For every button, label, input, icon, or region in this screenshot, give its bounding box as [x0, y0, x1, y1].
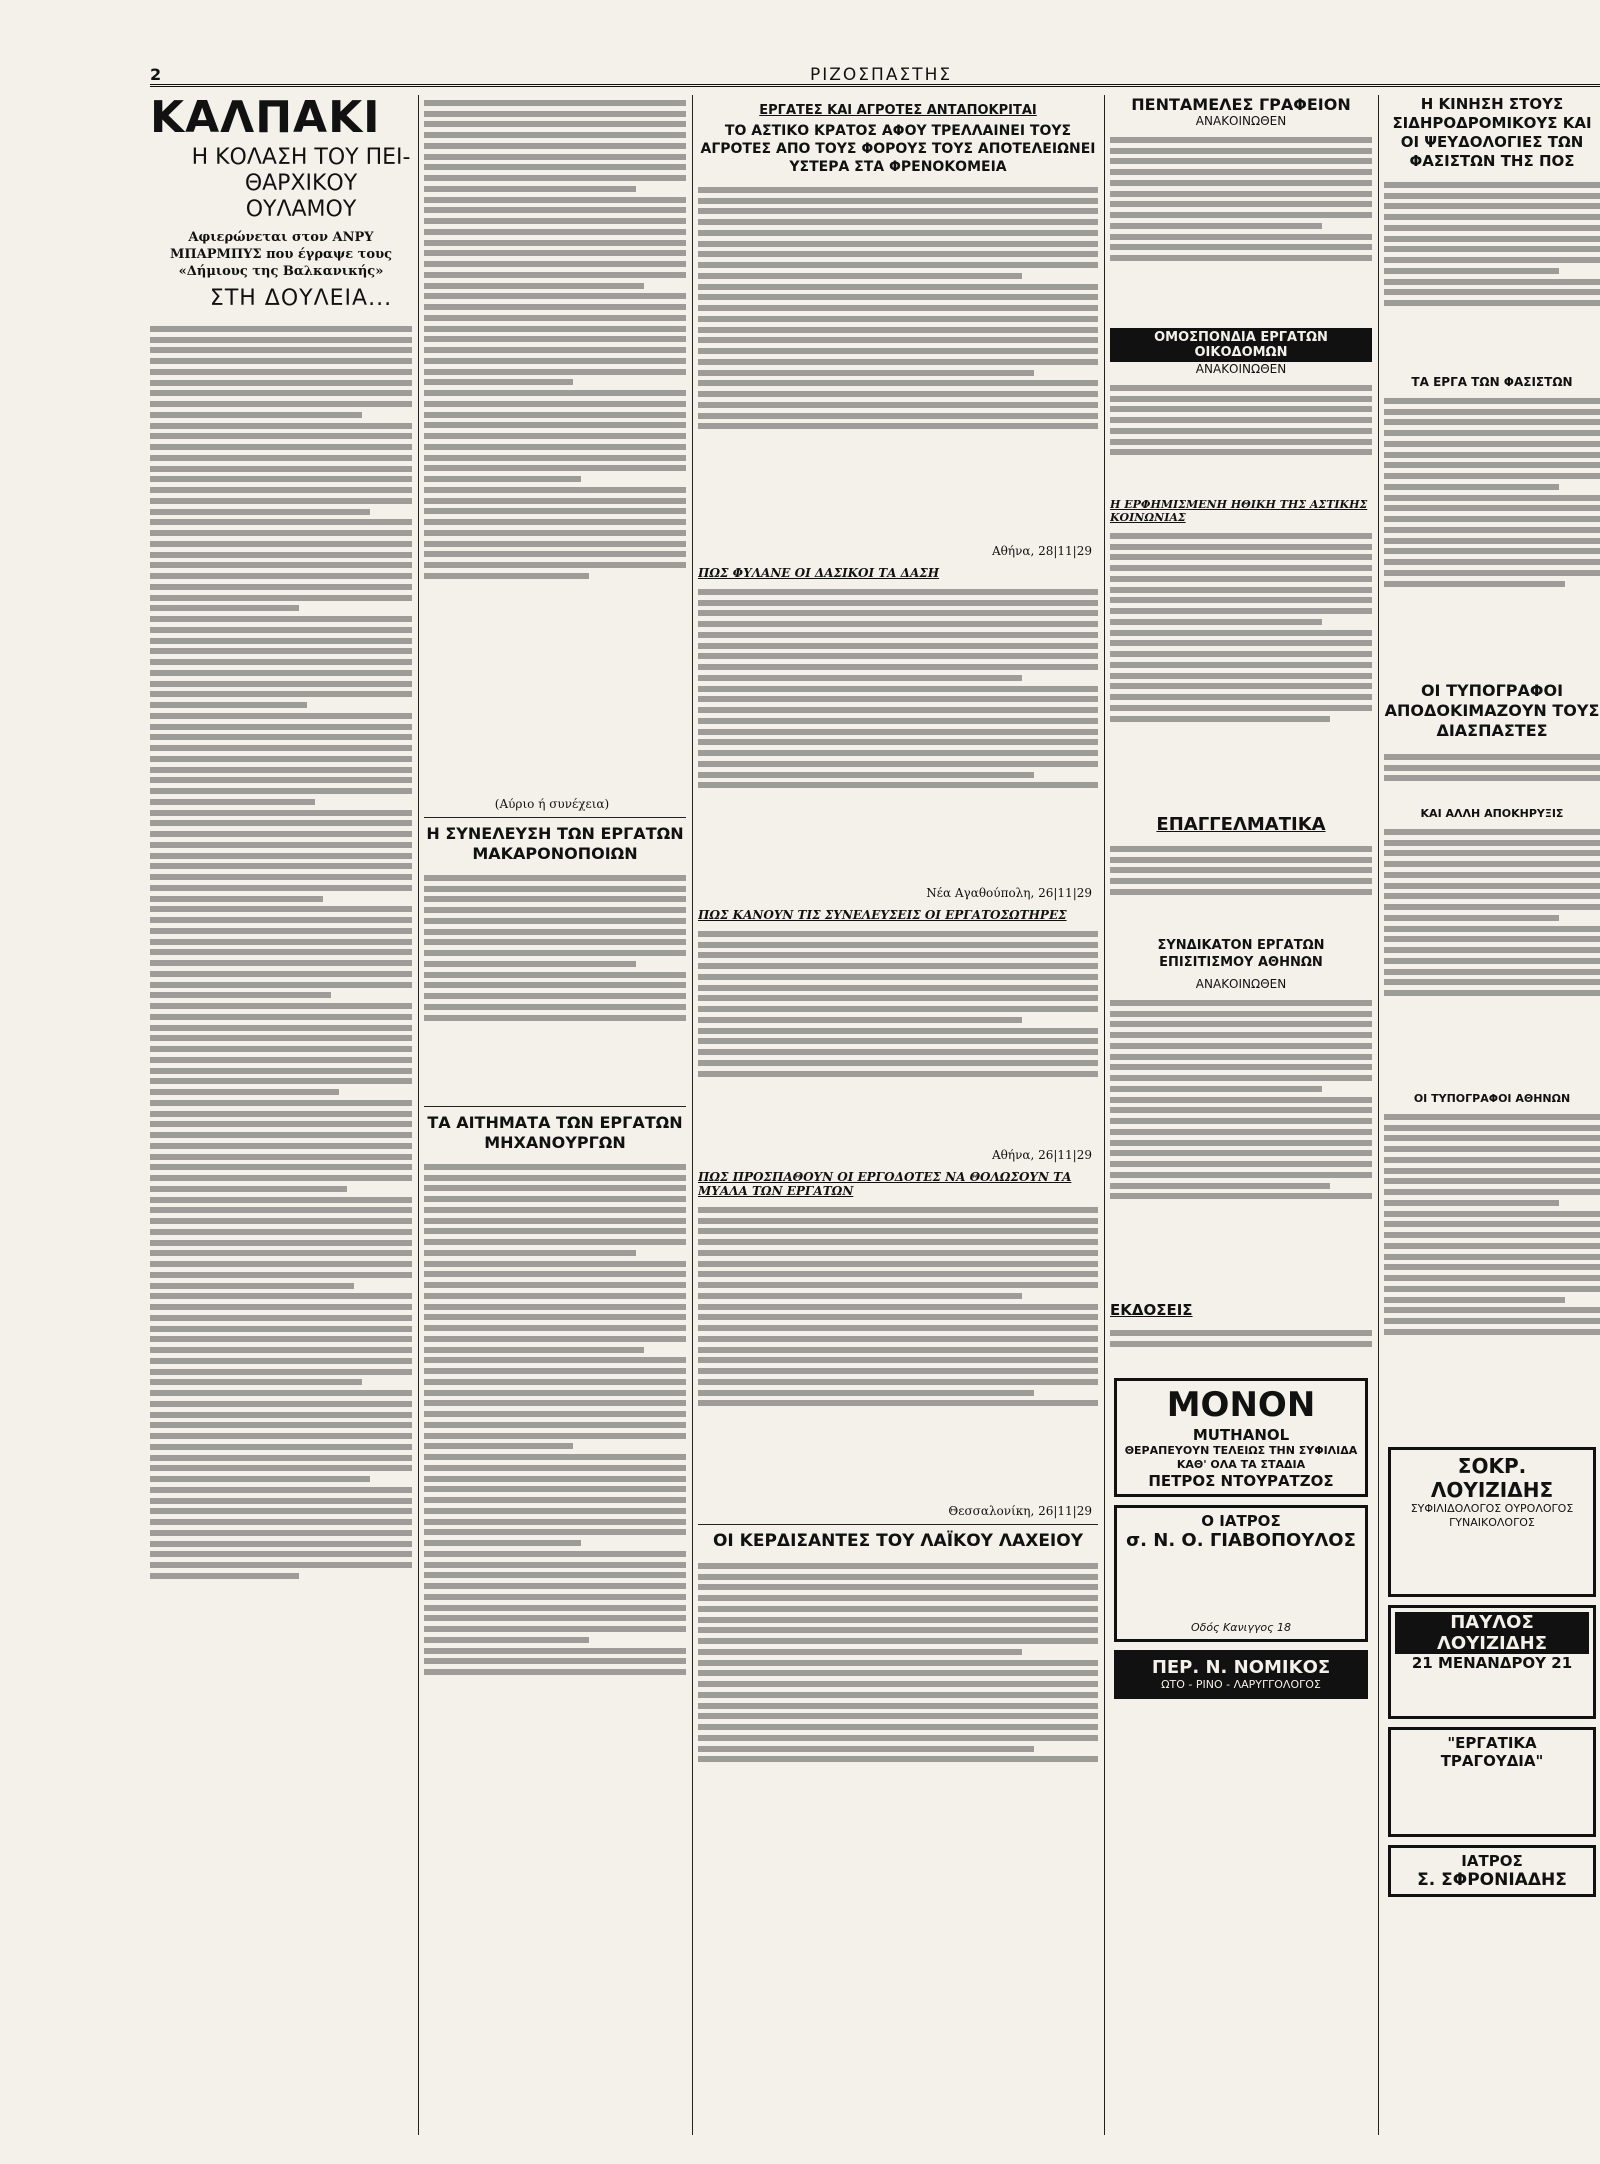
- column-rule: [418, 95, 419, 2135]
- column-5: [1384, 95, 1600, 2145]
- column-4: [1110, 95, 1372, 2145]
- ad-text: ΘΕΡΑΠΕΥΟΥΝ ΤΕΛΕΙΩΣ ΤΗΝ ΣΥΦΙΛΙΔΑ ΚΑΘ' ΟΛΑ ΤΑ ΣΤΑΔΙΑ: [1124, 1444, 1358, 1471]
- ad-name: ΣΟΚΡ. ΛΟΥΙΖΙΔΗΣ: [1430, 1454, 1554, 1502]
- heading-fasistes: ΤΑ ΕΡΓΑ ΤΩΝ ΦΑΣΙΣΤΩΝ: [1411, 375, 1573, 389]
- advertisement-souiidis: [1388, 1447, 1596, 1597]
- article-body-text: [1384, 824, 1600, 1084]
- ad-product: MUTHANOL: [1192, 1426, 1290, 1444]
- heading-mixanourgon: ΤΑ ΑΙΤΗΜΑΤΑ ΤΩΝ ΕΡΓΑΤΩΝ ΜΗΧΑΝΟΥΡΓΩΝ: [427, 1113, 683, 1152]
- heading-oikodomon: ΟΜΟΣΠΟΝΔΙΑ ΕΡΓΑΤΩΝ ΟΙΚΟΔΟΜΩΝ: [1110, 328, 1372, 362]
- heading-typografoi-athinon: ΟΙ ΤΥΠΟΓΡΑΦΟΙ ΑΘΗΝΩΝ: [1413, 1092, 1571, 1105]
- dateline: Αθήνα, 26|11|29: [991, 1148, 1092, 1162]
- article-title-kratos: ΤΟ ΑΣΤΙΚΟ ΚΡΑΤΟΣ ΑΦΟΥ ΤΡΕΛΛΑΙΝΕΙ ΤΟΥΣ ΑΓΡΟΤΕΣ ΑΠΟ ΤΟΥΣ ΦΟΡΟΥΣ ΤΟΥΣ ΑΠΟΤΕΛΕΙΩΝΕΙ ΥΣΤΕΡΑ ΣΤΑ ΦΡΕΝΟΚΟΜΕΙΑ: [700, 123, 1096, 175]
- article-body-text: [698, 1202, 1098, 1502]
- advertisement-nomikos: [1114, 1650, 1368, 1699]
- article-body-text: [1110, 1325, 1372, 1370]
- section-heading: ΣΤΗ ΔΟΥΛΕΙΑ...: [209, 286, 393, 311]
- article-body-text: [1110, 995, 1372, 1295]
- heading-ekdoseis: ΕΚΔΟΣΕΙΣ: [1110, 1301, 1193, 1319]
- article-body-text: [1384, 393, 1600, 673]
- advertisement-sfroniadis: [1388, 1845, 1596, 1897]
- ad-subtitle: ΣΥΦΙΛΙΔΟΛΟΓΟΣ ΟΥΡΟΛΟΓΟΣ ΓΥΝΑΙΚΟΛΟΓΟΣ: [1410, 1502, 1574, 1529]
- article-title-sidirodromikous: Η ΚΙΝΗΣΗ ΣΤΟΥΣ ΣΙΔΗΡΟΔΡΟΜΙΚΟΥΣ ΚΑΙ ΟΙ ΨΕΥΔΟΛΟΓΙΕΣ ΤΩΝ ΦΑΣΙΣΤΩΝ ΤΗΣ ΠΟΣ: [1392, 95, 1592, 170]
- article-body-text: [1384, 749, 1600, 799]
- heading-apokiryxis: ΚΑΙ ΑΛΛΗ ΑΠΟΚΗΡΥΞΙΣ: [1420, 807, 1564, 820]
- heading-epaggelmatika: ΕΠΑΓΓΕΛΜΑΤΙΚΑ: [1156, 814, 1326, 835]
- ad-heading: ΜΟΝΟΝ: [1166, 1385, 1316, 1425]
- ad-heading: Ο ΙΑΤΡΟΣ: [1201, 1512, 1281, 1530]
- ad-seller: ΠΕΤΡΟΣ ΝΤΟΥΡΑΤΖΟΣ: [1148, 1472, 1334, 1490]
- article-body-text: [424, 870, 686, 1100]
- subheading: ΑΝΑΚΟΙΝΩΘΕΝ: [1195, 362, 1287, 376]
- article-body-text: [1384, 177, 1600, 367]
- subheading: ΑΝΑΚΟΙΝΩΘΕΝ: [1195, 977, 1287, 991]
- newspaper-page: [150, 55, 1600, 2155]
- subheading: ΑΝΑΚΟΙΝΩΘΕΝ: [1195, 114, 1287, 128]
- page-number: 2: [150, 65, 162, 84]
- article-body-text: [1110, 132, 1372, 322]
- column-rule: [1378, 95, 1379, 2135]
- column-1: [150, 95, 412, 2145]
- ad-name: ΠΕΡ. Ν. ΝΟΜΙΚΟΣ: [1151, 1657, 1331, 1678]
- column-rule: [1104, 95, 1105, 2135]
- column-2: [424, 95, 686, 2145]
- article-body-text: [698, 1558, 1098, 1858]
- dateline: Θεσσαλονίκη, 26|11|29: [948, 1504, 1092, 1518]
- ad-name: ΠΑΥΛΟΣ ΛΟΥΙΖΙΔΗΣ: [1395, 1612, 1589, 1654]
- ad-heading: ΙΑΤΡΟΣ: [1461, 1852, 1523, 1870]
- article-body-text: [424, 1159, 686, 1909]
- article-body-text: [698, 584, 1098, 884]
- article-subtitle: Η ΚΟΛΑΣΗ ΤΟΥ ΠΕΙ-ΘΑΡΧΙΚΟΥ ΟΥΛΑΜΟΥ: [191, 145, 411, 222]
- article-body-text: [1110, 380, 1372, 490]
- heading-typografoi: ΟΙ ΤΥΠΟΓΡΑΦΟΙ ΑΠΟΔΟΚΙΜΑΖΟΥΝ ΤΟΥΣ ΔΙΑΣΠΑΣΤΕΣ: [1384, 681, 1600, 740]
- heading-pentameles: ΠΕΝΤΑΜΕΛΕΣ ΓΡΑΦΕΙΟΝ: [1131, 95, 1351, 114]
- article-title-kalpaki: ΚΑΛΠΑΚΙ: [150, 95, 381, 143]
- article-body-text: [424, 95, 686, 795]
- heading-syneleuseis: ΠΩΣ ΚΑΝΟΥΝ ΤΙΣ ΣΥΝΕΛΕΥΣΕΙΣ ΟΙ ΕΡΓΑΤΟΣΩΤΗΡΕΣ: [698, 908, 1067, 922]
- kicker: ΕΡΓΑΤΕΣ ΚΑΙ ΑΓΡΟΤΕΣ ΑΝΤΑΠΟΚΡΙΤΑΙ: [759, 103, 1037, 118]
- dateline: Νέα Αγαθούπολη, 26|11|29: [926, 886, 1092, 900]
- dedication: Αφιερώνεται στον ΑΝΡΥ ΜΠΑΡΜΠΥΣ που έγραψε τους «Δήμιους της Βαλκανικής»: [169, 230, 393, 279]
- advertisement-tragoudia: [1388, 1727, 1596, 1837]
- continuation-note: (Αύριο ή συνέχεια): [494, 797, 610, 811]
- dateline: Αθήνα, 28|11|29: [991, 544, 1092, 558]
- article-body-text: [698, 182, 1098, 542]
- ad-address: Οδός Κανιγγος 18: [1190, 1621, 1292, 1634]
- newspaper-name: ΡΙΖΟΣΠΑΣΤΗΣ: [810, 65, 953, 85]
- advertisement-pavlos: [1388, 1605, 1596, 1719]
- heading-ithiki: Η ΕΡΦΗΜΙΣΜΕΝΗ ΗΘΙΚΗ ΤΗΣ ΑΣΤΙΚΗΣ ΚΟΙΝΩΝΙΑΣ: [1110, 498, 1368, 524]
- article-body-text: [698, 926, 1098, 1146]
- heading-epsitismou: ΣΥΝΔΙΚΑΤΟΝ ΕΡΓΑΤΩΝ ΕΠΙΣΙΤΙΣΜΟΥ ΑΘΗΝΩΝ: [1157, 938, 1325, 970]
- advertisement-monon: [1114, 1378, 1368, 1497]
- heading-ergodotes: ΠΩΣ ΠΡΟΣΠΑΘΟΥΝ ΟΙ ΕΡΓΟΔΟΤΕΣ ΝΑ ΘΟΛΩΣΟΥΝ ΤΑ ΜΥΑΛΑ ΤΩΝ ΕΡΓΑΤΩΝ: [698, 1170, 1072, 1198]
- ad-title: "ΕΡΓΑΤΙΚΑ ΤΡΑΓΟΥΔΙΑ": [1440, 1734, 1544, 1770]
- article-body-text: [1110, 528, 1372, 808]
- masthead: [150, 65, 1600, 87]
- ad-name: σ. Ν. Ο. ΓΙΑΒΟΠΟΥΛΟΣ: [1126, 1530, 1356, 1551]
- article-body-text: [150, 321, 412, 2141]
- ad-name: Σ. ΣΦΡΟΝΙΑΔΗΣ: [1417, 1870, 1567, 1890]
- heading-dasikoi: ΠΩΣ ΦΥΛΑΝΕ ΟΙ ΔΑΣΙΚΟΙ ΤΑ ΔΑΣΗ: [698, 566, 940, 580]
- column-3: [698, 95, 1098, 2145]
- ad-address: 21 ΜΕΝΑΝΔΡΟΥ 21: [1411, 1654, 1573, 1672]
- heading-makaronopoion: Η ΣΥΝΕΛΕΥΣΗ ΤΩΝ ΕΡΓΑΤΩΝ ΜΑΚΑΡΟΝΟΠΟΙΩΝ: [426, 824, 684, 863]
- column-rule: [692, 95, 693, 2135]
- heading-laxeio: ΟΙ ΚΕΡΔΙΣΑΝΤΕΣ ΤΟΥ ΛΑΪΚΟΥ ΛΑΧΕΙΟΥ: [712, 1531, 1084, 1551]
- ad-subtitle: ΩΤΟ - ΡΙΝΟ - ΛΑΡΥΓΓΟΛΟΓΟΣ: [1161, 1678, 1321, 1691]
- advertisement-doctor: [1114, 1505, 1368, 1642]
- article-body-text: [1384, 1109, 1600, 1439]
- article-body-text: [1110, 841, 1372, 931]
